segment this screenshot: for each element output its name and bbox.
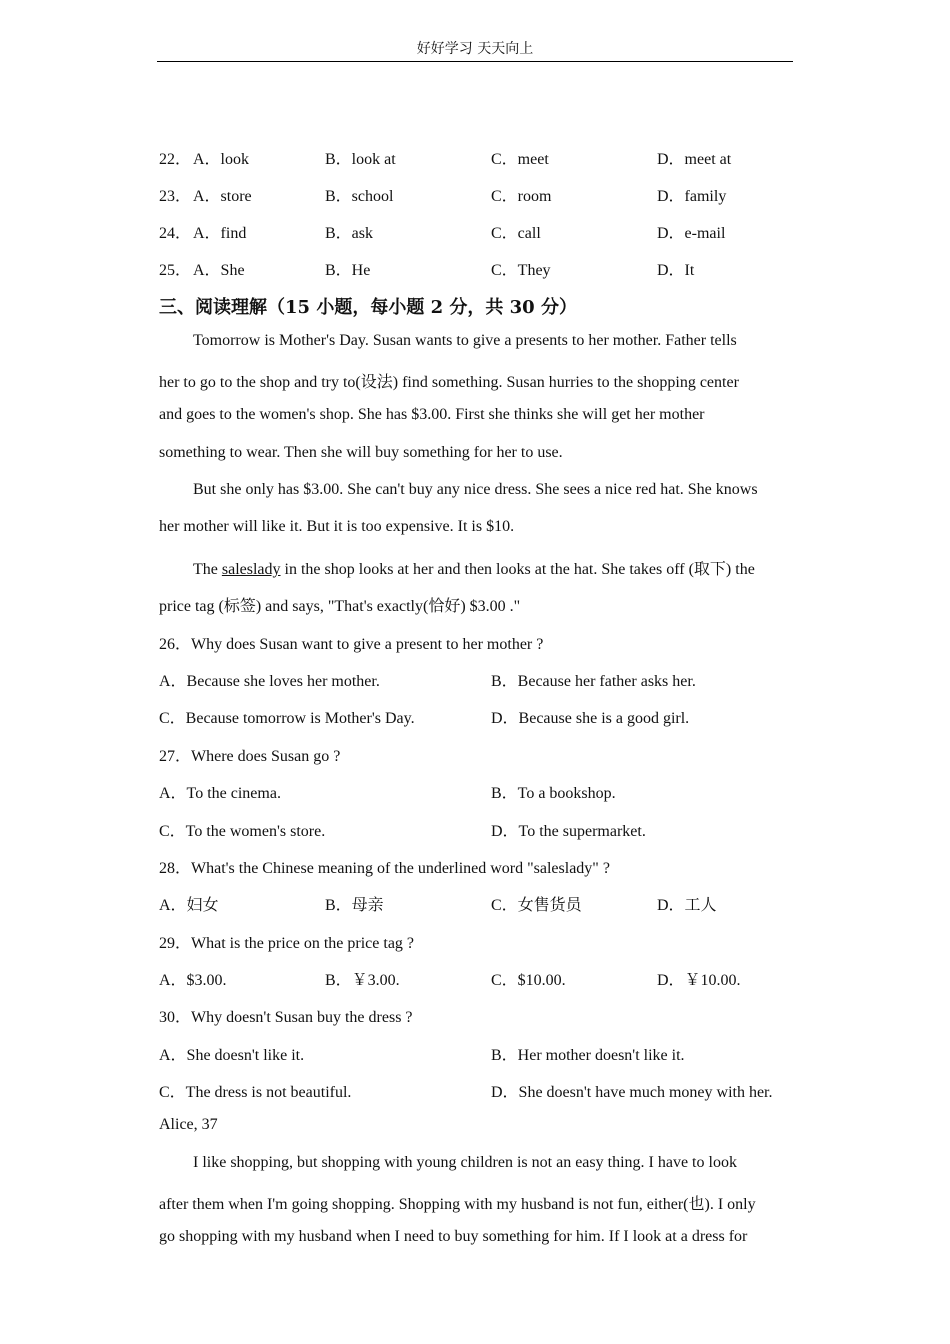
option-c: C．To the women's store. bbox=[159, 823, 326, 840]
passage-line: Tomorrow is Mother's Day. Susan wants to give a presents to her mother. Father tells bbox=[193, 332, 737, 349]
option-a: A．妇女 bbox=[159, 897, 219, 914]
option-a: A．find bbox=[193, 225, 247, 242]
passage-line: go shopping with my husband when I need to buy something for him. If I look at a dress for bbox=[159, 1228, 748, 1245]
question-number: 25． bbox=[159, 262, 192, 279]
option-b: B．母亲 bbox=[325, 897, 384, 914]
option-b: B．school bbox=[325, 188, 394, 205]
passage-line: after them when I'm going shopping. Shopping with my husband is not fun, either(也). I only bbox=[159, 1196, 756, 1213]
option-b: B．He bbox=[325, 262, 371, 279]
text-segment: in the shop looks at her and then looks at the hat. She takes off (取下) the bbox=[280, 561, 755, 578]
option-a: A．To the cinema. bbox=[159, 785, 281, 802]
question-number: 24． bbox=[159, 225, 192, 242]
option-a: A．$3.00. bbox=[159, 972, 227, 989]
question-number: 22． bbox=[159, 151, 192, 168]
option-c: C．room bbox=[491, 188, 552, 205]
option-c: C．call bbox=[491, 225, 541, 242]
option-a: A．She bbox=[193, 262, 245, 279]
option-a: A．store bbox=[193, 188, 252, 205]
option-d: D．￥10.00. bbox=[657, 972, 741, 989]
option-b: B．look at bbox=[325, 151, 396, 168]
question-number: 23． bbox=[159, 188, 192, 205]
passage-line: something to wear. Then she will buy something for her to use. bbox=[159, 444, 563, 461]
page-header: 好好学习 天天向上 bbox=[416, 41, 534, 57]
question-stem: 29．What is the price on the price tag ? bbox=[159, 935, 415, 952]
passage-line: But she only has $3.00. She can't buy any nice dress. She sees a nice red hat. She knows bbox=[193, 481, 758, 498]
option-d: D．工人 bbox=[657, 897, 717, 914]
passage-line: and goes to the women's shop. She has $3.00. First she thinks she will get her mother bbox=[159, 406, 705, 423]
option-d: D．It bbox=[657, 262, 695, 279]
question-stem: 27．Where does Susan go ? bbox=[159, 748, 341, 765]
passage-line bbox=[193, 556, 755, 579]
header-divider bbox=[157, 61, 793, 62]
option-d: D．To the supermarket. bbox=[491, 823, 646, 840]
option-c: C．They bbox=[491, 262, 551, 279]
section-title: 三、阅读理解（15 小题，每小题 2 分，共 30 分） bbox=[159, 297, 577, 318]
option-b: B．Because her father asks her. bbox=[491, 673, 696, 690]
option-c: C．Because tomorrow is Mother's Day. bbox=[159, 710, 415, 727]
option-d: D．family bbox=[657, 188, 727, 205]
question-stem: 30．Why doesn't Susan buy the dress ? bbox=[159, 1009, 413, 1026]
underlined-word: saleslady bbox=[221, 561, 281, 578]
question-stem: 28．What's the Chinese meaning of the underlined word "saleslady" ? bbox=[159, 860, 610, 877]
option-a: A．look bbox=[193, 151, 250, 168]
option-b: B．ask bbox=[325, 225, 374, 242]
option-c: C．meet bbox=[491, 151, 549, 168]
passage-line: her to go to the shop and try to(设法) find something. Susan hurries to the shopping center bbox=[159, 374, 739, 391]
option-c: C．女售货员 bbox=[491, 897, 582, 914]
option-d: D．She doesn't have much money with her. bbox=[491, 1084, 773, 1101]
option-a: A．She doesn't like it. bbox=[159, 1047, 305, 1064]
text-segment: The bbox=[193, 561, 222, 578]
option-b: B．￥3.00. bbox=[325, 972, 400, 989]
question-stem: 26．Why does Susan want to give a present to her mother ? bbox=[159, 636, 544, 653]
option-c: C．$10.00. bbox=[491, 972, 566, 989]
option-a: A．Because she loves her mother. bbox=[159, 673, 380, 690]
passage-line: her mother will like it. But it is too expensive. It is $10. bbox=[159, 518, 515, 535]
option-d: D．Because she is a good girl. bbox=[491, 710, 690, 727]
option-d: D．meet at bbox=[657, 151, 732, 168]
option-d: D．e-mail bbox=[657, 225, 726, 242]
option-b: B．Her mother doesn't like it. bbox=[491, 1047, 685, 1064]
passage-line: I like shopping, but shopping with young children is not an easy thing. I have to look bbox=[193, 1154, 737, 1171]
speaker-label: Alice, 37 bbox=[159, 1116, 218, 1133]
option-c: C．The dress is not beautiful. bbox=[159, 1084, 352, 1101]
passage-line: price tag (标签) and says, "That's exactly(恰好) $3.00 ." bbox=[159, 598, 521, 615]
option-b: B．To a bookshop. bbox=[491, 785, 616, 802]
